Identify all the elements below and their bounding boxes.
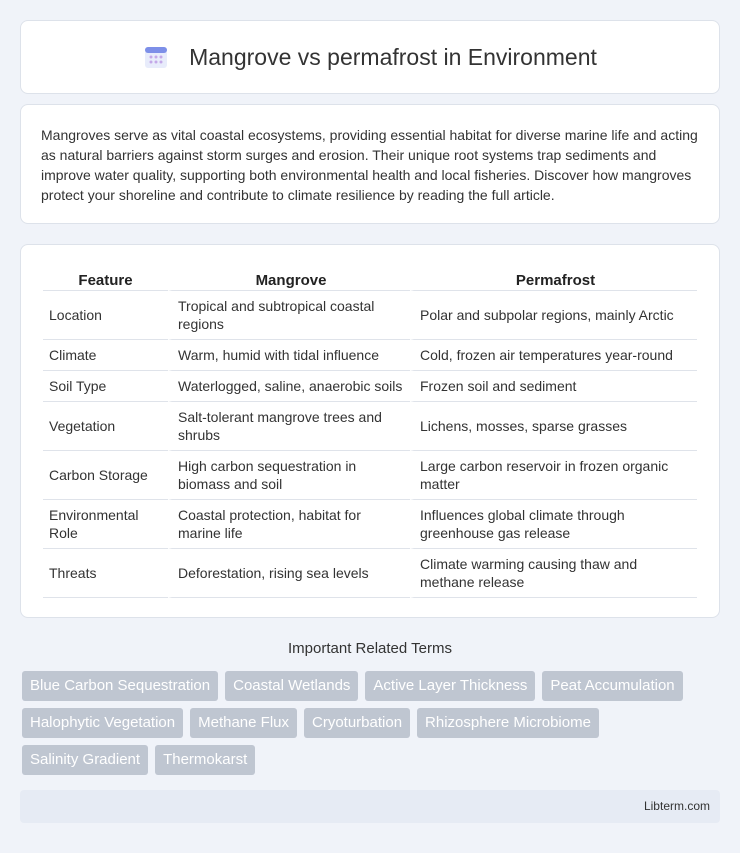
table-header-row [43, 265, 697, 291]
table-cell: Polar and subpolar regions, mainly Arctic [410, 291, 697, 340]
column-header-permafrost: Permafrost [410, 265, 697, 291]
table-row [43, 340, 697, 371]
table-cell: Cold, frozen air temperatures year-round [410, 340, 697, 371]
table-cell: Climate [43, 340, 168, 371]
footer [20, 790, 720, 823]
table-cell: Deforestation, rising sea levels [168, 549, 410, 598]
table-cell: Influences global climate through greenhouse gas release [410, 500, 697, 549]
related-terms-list [22, 671, 722, 775]
table-cell: Large carbon reservoir in frozen organic matter [410, 451, 697, 500]
table-cell: High carbon sequestration in biomass and soil [168, 451, 410, 500]
table-cell: Warm, humid with tidal influence [168, 340, 410, 371]
table-cell: Salt-tolerant mangrove trees and shrubs [168, 402, 410, 451]
table-cell: Lichens, mosses, sparse grasses [410, 402, 697, 451]
tag-salinity-gradient[interactable]: Salinity Gradient [22, 745, 148, 775]
table-cell: Soil Type [43, 371, 168, 402]
comparison-card [20, 244, 720, 618]
tag-active-layer-thickness[interactable]: Active Layer Thickness [365, 671, 535, 701]
table-cell: Waterlogged, saline, anaerobic soils [168, 371, 410, 402]
table-cell: Frozen soil and sediment [410, 371, 697, 402]
header-card [20, 20, 720, 94]
related-terms-title: Important Related Terms [288, 640, 452, 657]
column-header-mangrove: Mangrove [168, 265, 410, 291]
column-header-feature: Feature [43, 265, 168, 291]
tag-blue-carbon-sequestration[interactable]: Blue Carbon Sequestration [22, 671, 218, 701]
intro-text: Mangroves serve as vital coastal ecosystems, providing essential habitat for diverse marine life and acting as natural barriers against storm surges and erosion. Their unique root systems trap sediments and improve water quality, supporting both environmental health and local fisheries. Discover how mangroves protect your shoreline and contribute to climate resilience by reading the full article. [41, 127, 698, 203]
table-row [43, 291, 697, 340]
table-cell: Location [43, 291, 168, 340]
tag-cryoturbation[interactable]: Cryoturbation [304, 708, 410, 738]
tag-thermokarst[interactable]: Thermokarst [155, 745, 255, 775]
tag-peat-accumulation[interactable]: Peat Accumulation [542, 671, 682, 701]
table-cell: Environmental Role [43, 500, 168, 549]
calendar-icon [143, 44, 169, 70]
tag-coastal-wetlands[interactable]: Coastal Wetlands [225, 671, 358, 701]
table-cell: Coastal protection, habitat for marine life [168, 500, 410, 549]
table-cell: Vegetation [43, 402, 168, 451]
table-cell: Tropical and subtropical coastal regions [168, 291, 410, 340]
table-row [43, 451, 697, 500]
table-row [43, 402, 697, 451]
comparison-table [43, 265, 697, 598]
table-cell: Carbon Storage [43, 451, 168, 500]
table-row [43, 371, 697, 402]
table-row [43, 549, 697, 598]
page-title: Mangrove vs permafrost in Environment [189, 43, 597, 70]
tag-methane-flux[interactable]: Methane Flux [190, 708, 297, 738]
footer-brand-link[interactable]: Libterm.com [643, 799, 710, 813]
tag-rhizosphere-microbiome[interactable]: Rhizosphere Microbiome [417, 708, 599, 738]
table-row [43, 500, 697, 549]
tag-halophytic-vegetation[interactable]: Halophytic Vegetation [22, 708, 183, 738]
intro-card [20, 104, 720, 224]
table-cell: Climate warming causing thaw and methane release [410, 549, 697, 598]
table-cell: Threats [43, 549, 168, 598]
